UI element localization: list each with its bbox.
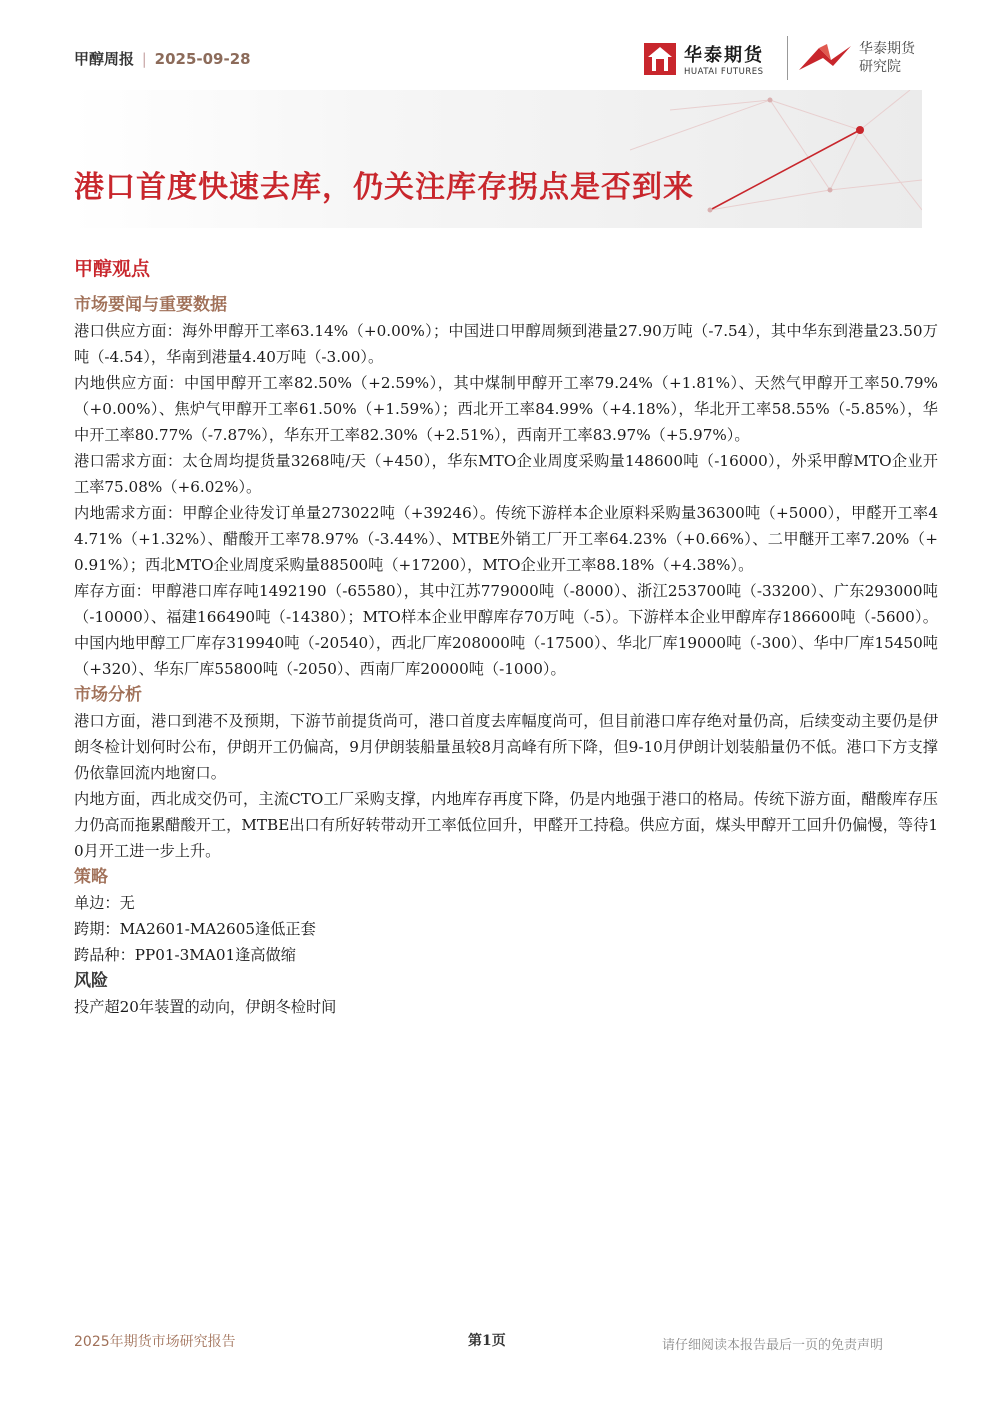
strategy-heading: 策略 — [74, 867, 108, 887]
report-date: 2025-09-28 — [154, 50, 251, 68]
news-paragraph: 内地需求方面：甲醇企业待发订单量273022吨（+39246）。传统下游样本企业原料采购量36300吨（+5000），甲醛开工率44.71%（+1.32%）、醋酸开工率78.97%（-3.44%）、MTBE外销工厂开工率64.23%（+0.66%）、二甲醚开工率7.20%（+0.91%）；西北MTO企业周度采购量88500吨（+17200），MTO企业开工率88.18%（+4.38%）。 — [74, 504, 938, 574]
institute-name-line2: 研究院 — [859, 59, 901, 75]
news-paragraph: 内地供应方面：中国甲醇开工率82.50%（+2.59%），其中煤制甲醇开工率79.24%（+1.81%）、天然气甲醇开工率50.79%（+0.00%）、焦炉气甲醇开工率61.50%（+1.59%）；西北开工率84.99%（+4.18%），华北开工率58.55%（-5.85%），华中开工率80.77%（-7.87%），华东开工率82.30%（+2.51%），西南开工率83.97%（+5.97%）。 — [74, 374, 938, 444]
disclaimer-note: 请仔细阅读本报告最后一页的免责声明 — [662, 1338, 884, 1353]
risk-heading: 风险 — [74, 971, 108, 991]
report-tag — [74, 48, 251, 69]
strategy-line: 跨期：MA2601-MA2605逢低正套 — [74, 920, 316, 938]
analysis-paragraph: 港口方面，港口到港不及预期，下游节前提货尚可，港口首度去库幅度尚可，但目前港口库存绝对量仍高，后续变动主要仍是伊朗冬检计划何时公布，伊朗开工仍偏高，9月伊朗装船量虽较8月高峰有所下降，但9-10月伊朗计划装船量仍不低。港口下方支撑仍依靠回流内地窗口。 — [74, 712, 938, 782]
page-number: 第1页 — [468, 1333, 506, 1349]
logo-divider — [787, 36, 788, 80]
news-paragraph: 港口需求方面：太仓周均提货量3268吨/天（+450），华东MTO企业周度采购量148600吨（-16000），外采甲醇MTO企业开工率75.08%（+6.02%）。 — [74, 452, 938, 496]
logo-english-name: HUATAI FUTURES — [684, 67, 764, 77]
analysis-paragraph: 内地方面，西北成交仍可，主流CTO工厂采购支撑，内地库存再度下降，仍是内地强于港口的格局。传统下游方面，醋酸库存压力仍高而拖累醋酸开工，MTBE出口有所好转带动开工率低位回升，甲醛开工持稳。供应方面，煤头甲醇开工回升仍偏慢，等待10月开工进一步上升。 — [74, 790, 938, 860]
risk-text: 投产超20年装置的动向，伊朗冬检时间 — [74, 998, 337, 1016]
news-paragraph: 库存方面：甲醇港口库存吨1492190（-65580），其中江苏779000吨（-8000）、浙江253700吨（-33200）、广东293000吨（-10000）、福建166490吨（-14380）；MTO样本企业甲醇库存70万吨（-5）。下游样本企业甲醇库存186600吨（-5600）。中国内地甲醇工厂库存319940吨（-20540），西北厂库208000吨（-17500）、华北厂库19000吨（-300）、华中厂库15450吨（+320）、华东厂库55800吨（-2050）、西南厂库20000吨（-1000）。 — [74, 582, 938, 678]
report-title: 港口首度快速去库，仍关注库存拐点是否到来 — [74, 170, 694, 205]
main-content — [74, 256, 938, 1020]
huatai-logo — [644, 38, 764, 80]
analysis-heading: 市场分析 — [74, 685, 142, 705]
institute-name-line1: 华泰期货 — [859, 41, 915, 57]
huatai-logo-icon — [644, 43, 676, 75]
footer-report-name: 2025年期货市场研究报告 — [74, 1334, 236, 1350]
strategy-line: 单边：无 — [74, 894, 135, 912]
network-decoration — [70, 90, 922, 228]
news-heading: 市场要闻与重要数据 — [74, 295, 227, 315]
logo-chinese-name: 华泰期货 — [684, 45, 764, 66]
report-category: 甲醇周报 — [74, 50, 135, 68]
view-heading: 甲醇观点 — [74, 258, 151, 280]
institute-logo — [797, 36, 915, 80]
tag-separator: | — [141, 50, 147, 68]
news-paragraph: 港口供应方面：海外甲醇开工率63.14%（+0.00%）；中国进口甲醇周频到港量27.90万吨（-7.54），其中华东到港量23.50万吨（-4.54），华南到港量4.40万吨（-3.00）。 — [74, 322, 938, 366]
strategy-line: 跨品种：PP01-3MA01逢高做缩 — [74, 946, 296, 964]
title-banner — [70, 90, 922, 228]
institute-bird-icon — [797, 40, 853, 76]
page-header — [0, 0, 992, 86]
